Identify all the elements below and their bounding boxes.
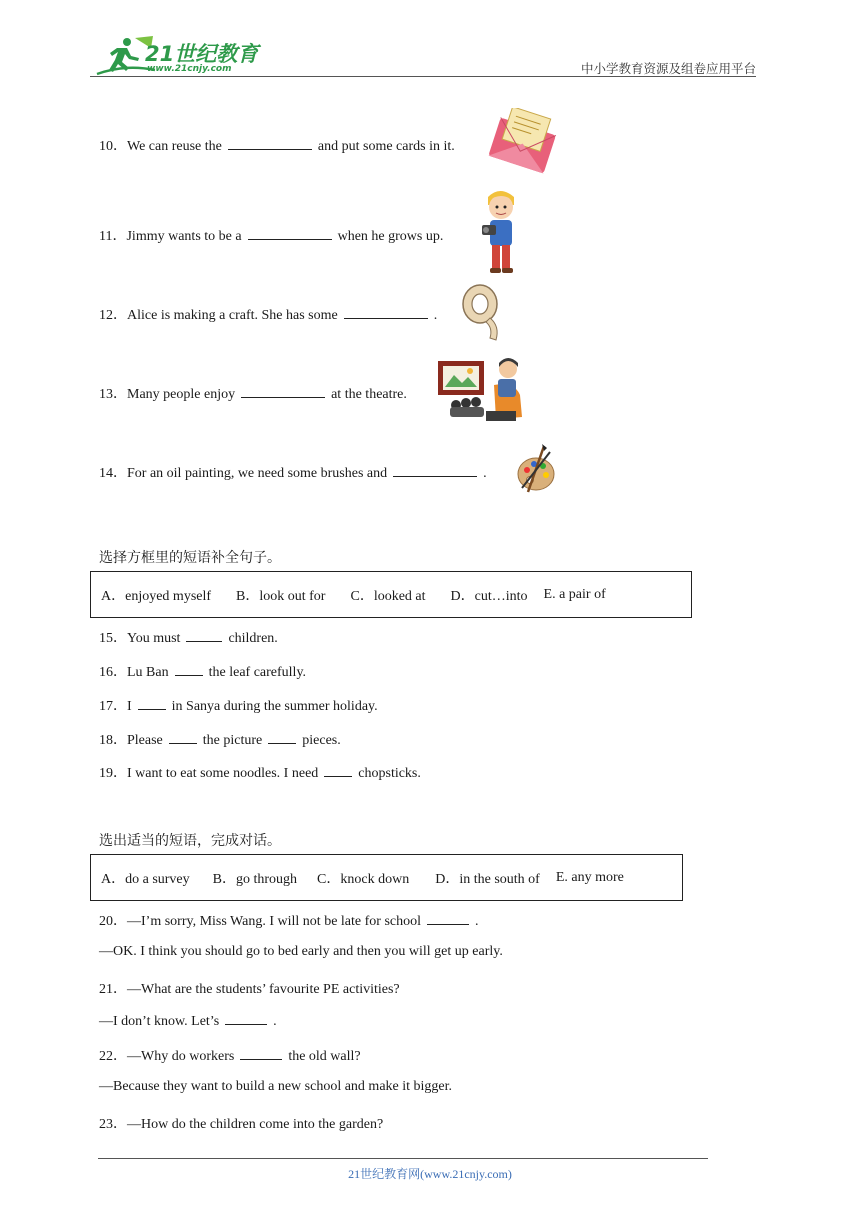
question-20: 20．—I’m sorry, Miss Wang. I will not be late for school .	[99, 914, 479, 929]
answer-blank[interactable]	[186, 629, 222, 642]
option-c: C．knock down	[317, 871, 410, 887]
tape-roll-icon	[460, 282, 506, 349]
footer-divider	[98, 1158, 708, 1159]
option-e: E. any more	[555, 869, 624, 885]
question-12: 12．Alice is making a craft. She has some .	[99, 308, 438, 323]
question-21-reply: —I don’t know. Let’s .	[99, 1014, 277, 1029]
question-14: 14．For an oil painting, we need some brushes and .	[99, 466, 487, 481]
answer-blank[interactable]	[427, 912, 469, 925]
answer-blank[interactable]	[248, 227, 332, 240]
answer-blank[interactable]	[393, 464, 477, 477]
question-10: 10．We can reuse the and put some cards in it.	[99, 139, 455, 154]
footer-link[interactable]: 21世纪教育网(www.21cnjy.com)	[348, 1167, 512, 1181]
answer-blank[interactable]	[225, 1012, 267, 1025]
envelope-icon	[488, 108, 560, 183]
answer-blank[interactable]	[241, 385, 325, 398]
options-box-1	[90, 571, 692, 618]
option-b: B．look out for	[236, 588, 326, 604]
question-16: 16．Lu Ban the leaf carefully.	[99, 665, 307, 680]
question-20-reply: —OK. I think you should go to bed early and then you will get up early.	[99, 944, 503, 959]
option-a: A．enjoyed myself	[101, 588, 212, 604]
option-d: D．cut…into	[450, 588, 528, 604]
question-19: 19．I want to eat some noodles. I need chopsticks.	[99, 766, 421, 781]
option-a: A．do a survey	[101, 871, 190, 887]
option-b: B．go through	[212, 871, 298, 887]
header-divider	[90, 76, 756, 77]
question-21: 21．—What are the students’ favourite PE activities?	[99, 982, 400, 997]
question-17: 17．I in Sanya during the summer holiday.	[99, 699, 378, 714]
paint-palette-icon	[514, 442, 556, 501]
section-2-title: 选出适当的短语，完成对话。	[99, 833, 281, 849]
question-22-reply: —Because they want to build a new school and make it bigger.	[99, 1079, 453, 1094]
option-e: E. a pair of	[543, 586, 606, 602]
site-logo	[95, 34, 265, 78]
answer-blank[interactable]	[175, 663, 203, 676]
answer-blank[interactable]	[138, 697, 166, 710]
platform-title: 中小学教育资源及组卷应用平台	[580, 62, 756, 76]
logo-url-text: www.21cnjy.com	[147, 64, 232, 74]
theatre-audience-icon	[436, 355, 528, 432]
question-23: 23．—How do the children come into the garden?	[99, 1117, 384, 1132]
section-1-title: 选择方框里的短语补全句子。	[99, 550, 281, 566]
logo-brand-text: 21世纪教育	[145, 42, 259, 66]
option-d: D．in the south of	[435, 871, 540, 887]
options-box-2	[90, 854, 683, 901]
answer-blank[interactable]	[324, 764, 352, 777]
question-18: 18．Please the picture pieces.	[99, 733, 341, 748]
answer-blank[interactable]	[268, 731, 296, 744]
question-13: 13．Many people enjoy at the theatre.	[99, 387, 407, 402]
question-11: 11．Jimmy wants to be a when he grows up.	[99, 229, 444, 244]
answer-blank[interactable]	[169, 731, 197, 744]
answer-blank[interactable]	[240, 1047, 282, 1060]
option-c: C．looked at	[350, 588, 426, 604]
answer-blank[interactable]	[344, 306, 428, 319]
question-22: 22．—Why do workers the old wall?	[99, 1049, 361, 1064]
answer-blank[interactable]	[228, 137, 312, 150]
question-15: 15．You must children.	[99, 631, 278, 646]
boy-with-camera-icon	[474, 187, 526, 282]
